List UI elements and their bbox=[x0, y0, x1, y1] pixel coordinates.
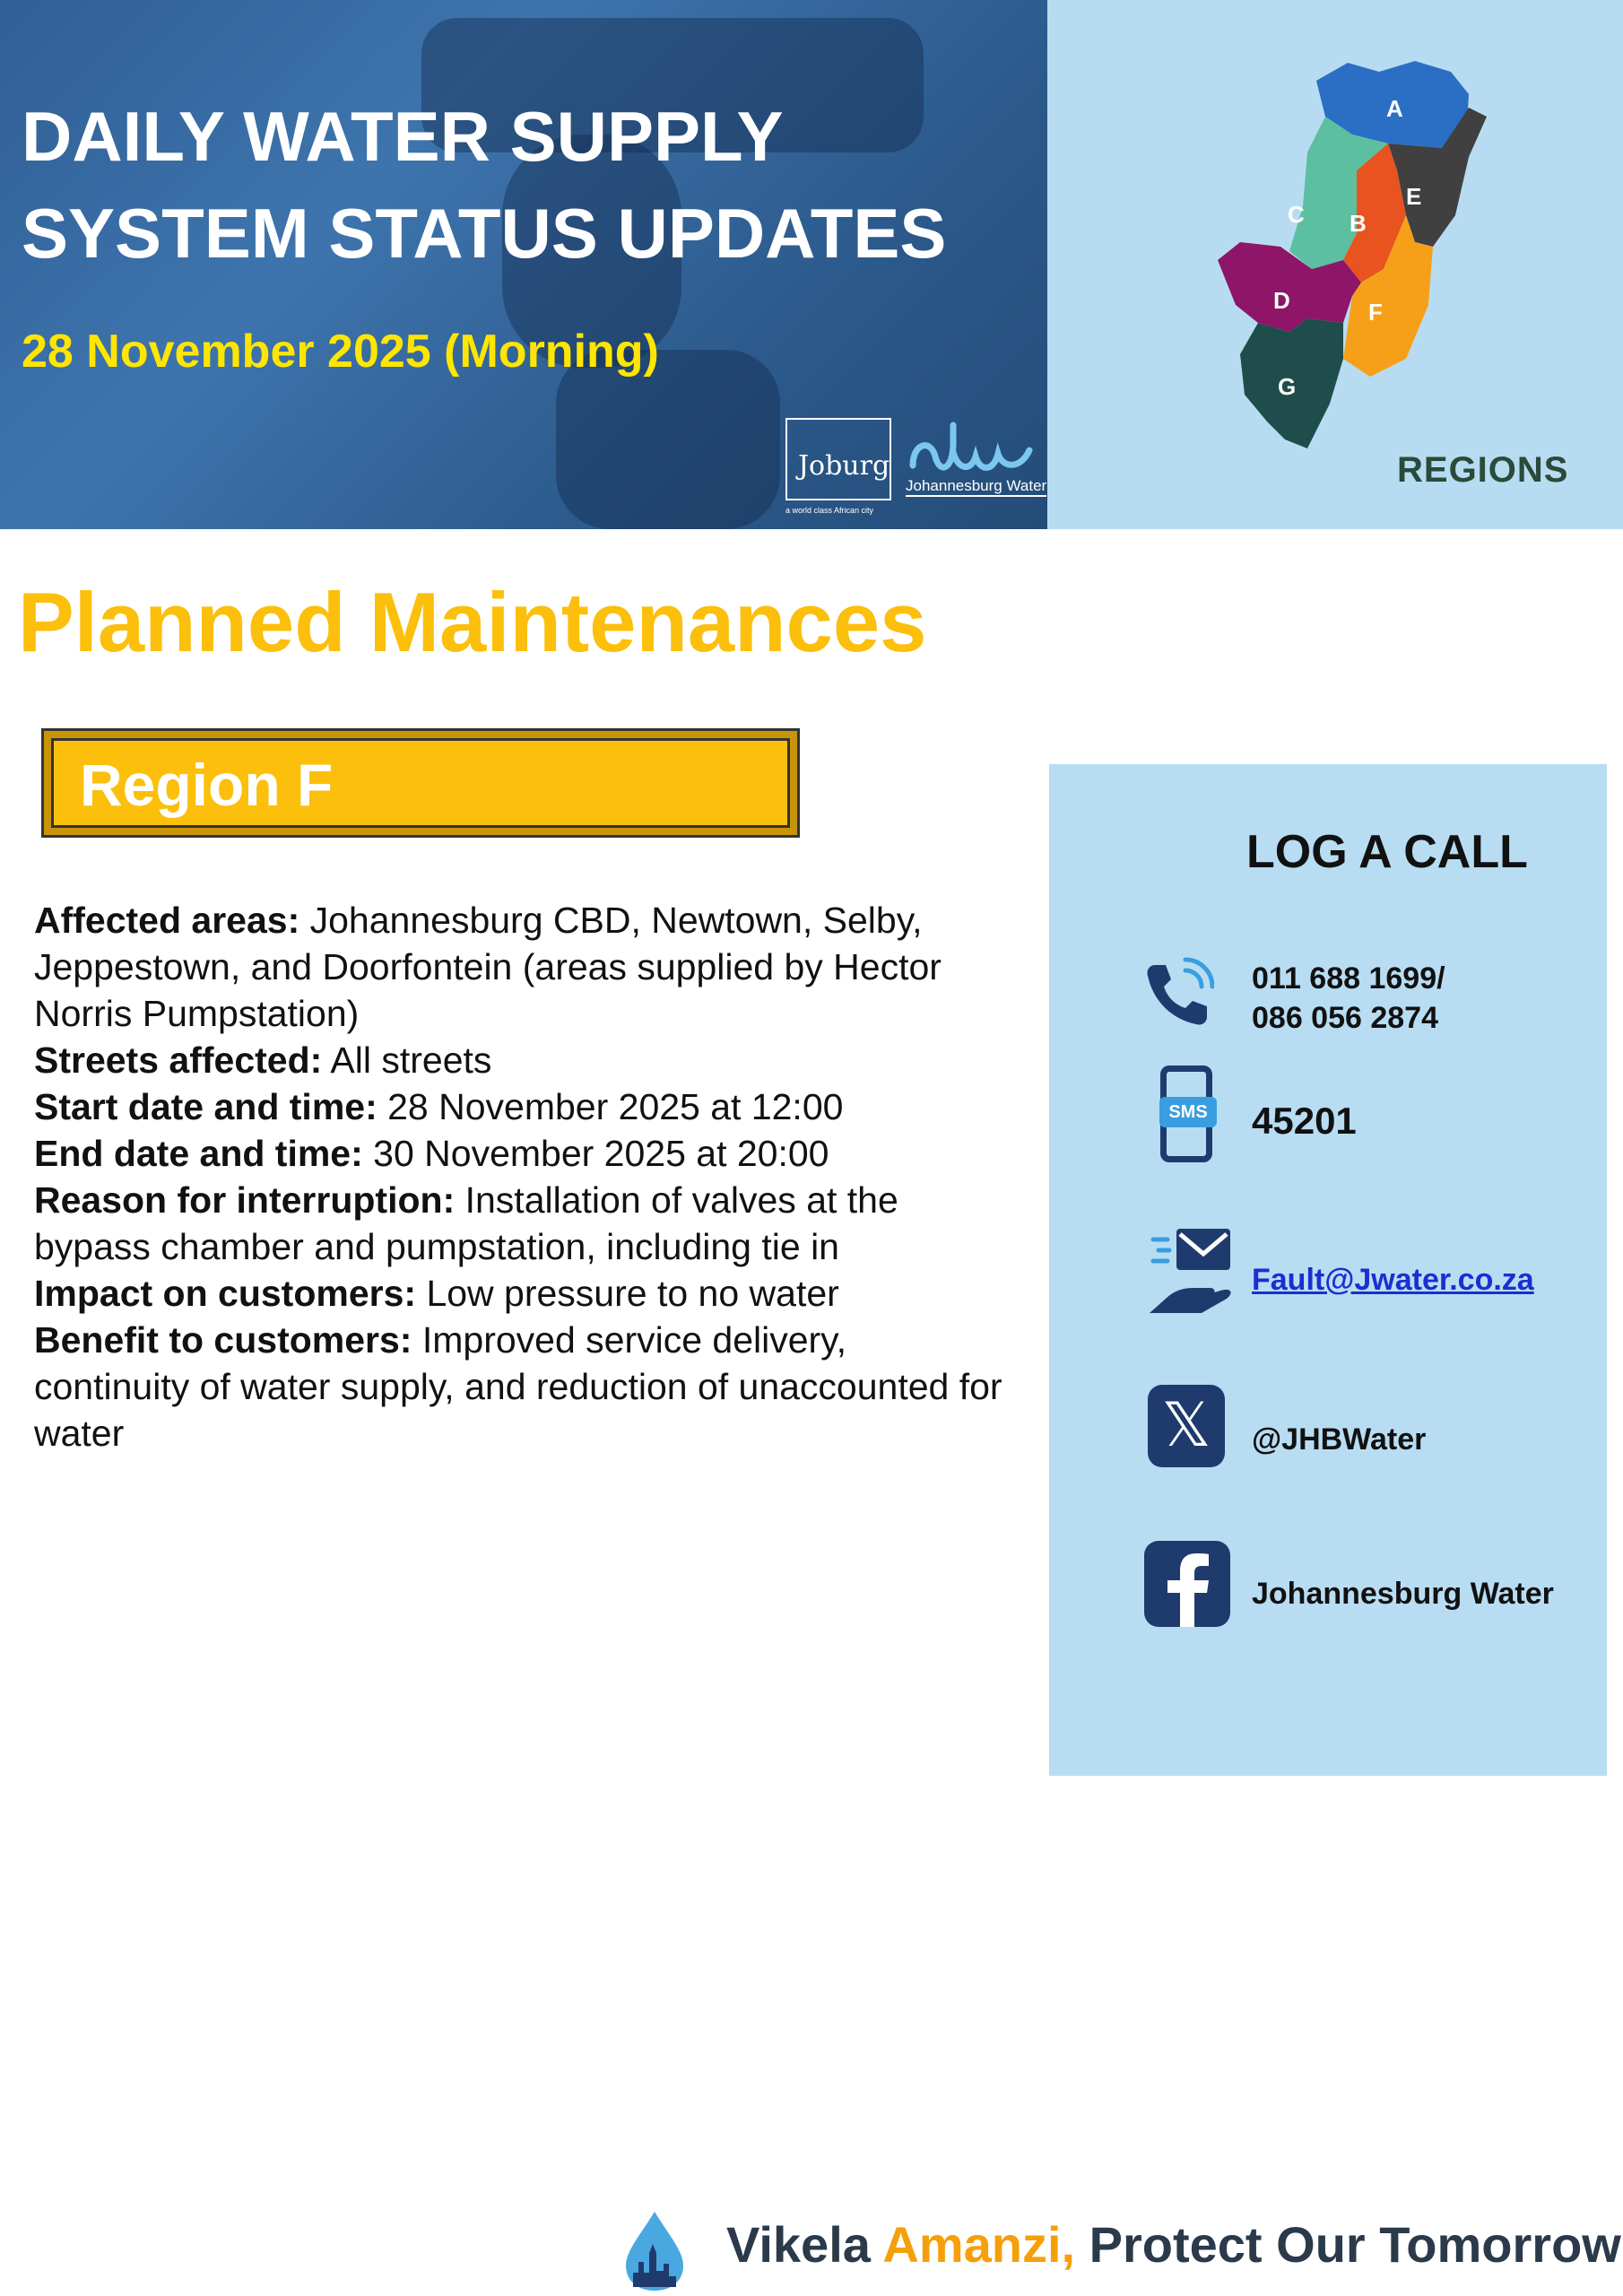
region-label-f: F bbox=[1368, 299, 1383, 326]
regions-map-panel bbox=[1047, 0, 1623, 529]
detail-reason bbox=[34, 1177, 1011, 1270]
x-twitter-icon: 𝕏 bbox=[1148, 1385, 1225, 1467]
detail-label: End date and time: bbox=[34, 1133, 363, 1174]
sms-icon bbox=[1160, 1065, 1212, 1162]
detail-value: Installation of valves at the bypass chamber and pumpstation, including tie in bbox=[34, 1179, 898, 1267]
sms-number: 45201 bbox=[1252, 1100, 1357, 1142]
water-drop-icon bbox=[619, 2208, 690, 2292]
section-heading: Planned Maintenances bbox=[18, 575, 927, 669]
header-banner bbox=[0, 0, 1047, 529]
maintenance-details bbox=[34, 897, 1011, 1457]
joburg-logo bbox=[785, 418, 891, 515]
phone-icon bbox=[1139, 956, 1214, 1031]
detail-affected-areas bbox=[34, 897, 1011, 1037]
jw-wave-icon bbox=[904, 416, 1038, 479]
johannesburg-water-logo bbox=[904, 416, 1047, 499]
detail-label: Affected areas: bbox=[34, 900, 300, 941]
detail-label: Streets affected: bbox=[34, 1039, 323, 1081]
phone-number-1: 011 688 1699/ bbox=[1252, 961, 1445, 996]
log-a-call-panel bbox=[1049, 764, 1607, 1776]
joburg-logo-text: Joburg bbox=[798, 450, 890, 482]
region-label-g: G bbox=[1278, 373, 1297, 400]
slogan-text bbox=[726, 2215, 1621, 2274]
log-a-call-title: LOG A CALL bbox=[1246, 826, 1528, 878]
region-name: Region F bbox=[80, 752, 334, 818]
phone-number-2: 086 056 2874 bbox=[1252, 1001, 1438, 1035]
detail-label: Benefit to customers: bbox=[34, 1319, 412, 1361]
regions-map bbox=[1047, 0, 1623, 466]
facebook-icon bbox=[1144, 1541, 1230, 1627]
facebook-glyph bbox=[1144, 1541, 1230, 1627]
region-label-b: B bbox=[1350, 210, 1367, 237]
regions-label: REGIONS bbox=[1397, 450, 1569, 490]
detail-benefit bbox=[34, 1317, 1011, 1457]
slogan-part-1: Vikela bbox=[726, 2216, 883, 2273]
report-date: 28 November 2025 (Morning) bbox=[22, 326, 659, 378]
detail-end-date bbox=[34, 1130, 1011, 1177]
detail-value: 28 November 2025 at 12:00 bbox=[377, 1086, 844, 1127]
slogan-part-2: Protect Our Tomorrow bbox=[1075, 2216, 1621, 2273]
sms-badge: SMS bbox=[1159, 1097, 1217, 1127]
region-banner bbox=[41, 728, 800, 838]
facebook-page[interactable]: Johannesburg Water bbox=[1252, 1577, 1554, 1611]
region-label-a: A bbox=[1386, 95, 1403, 122]
detail-streets-affected bbox=[34, 1037, 1011, 1083]
detail-value: Low pressure to no water bbox=[416, 1273, 839, 1314]
detail-label: Start date and time: bbox=[34, 1086, 378, 1127]
email-icon bbox=[1146, 1223, 1236, 1322]
title-line-1: DAILY WATER SUPPLY bbox=[22, 97, 784, 176]
detail-value: Improved service delivery, continuity of water supply, and reduction of unaccounted for water bbox=[34, 1319, 1002, 1454]
region-label-d: D bbox=[1273, 287, 1290, 314]
detail-value: All streets bbox=[322, 1039, 492, 1081]
detail-value: Johannesburg CBD, Newtown, Selby, Jeppestown, and Doorfontein (areas supplied by Hector Norris Pumpstation) bbox=[34, 900, 942, 1034]
footer-slogan bbox=[619, 2208, 1621, 2291]
detail-label: Impact on customers: bbox=[34, 1273, 417, 1314]
page-title bbox=[22, 88, 946, 282]
jw-logo-text: Johannesburg Water bbox=[906, 477, 1046, 497]
slogan-highlight: Amanzi, bbox=[882, 2216, 1076, 2273]
joburg-logo-tagline: a world class African city bbox=[785, 506, 874, 515]
detail-value: 30 November 2025 at 20:00 bbox=[362, 1133, 829, 1174]
region-label-c: C bbox=[1288, 201, 1305, 228]
region-label-e: E bbox=[1406, 183, 1422, 210]
detail-label: Reason for interruption: bbox=[34, 1179, 456, 1221]
title-line-2: SYSTEM STATUS UPDATES bbox=[22, 194, 947, 273]
twitter-handle[interactable]: @JHBWater bbox=[1252, 1422, 1427, 1457]
detail-start-date bbox=[34, 1083, 1011, 1130]
detail-impact bbox=[34, 1270, 1011, 1317]
email-link[interactable]: Fault@Jwater.co.za bbox=[1252, 1263, 1534, 1297]
